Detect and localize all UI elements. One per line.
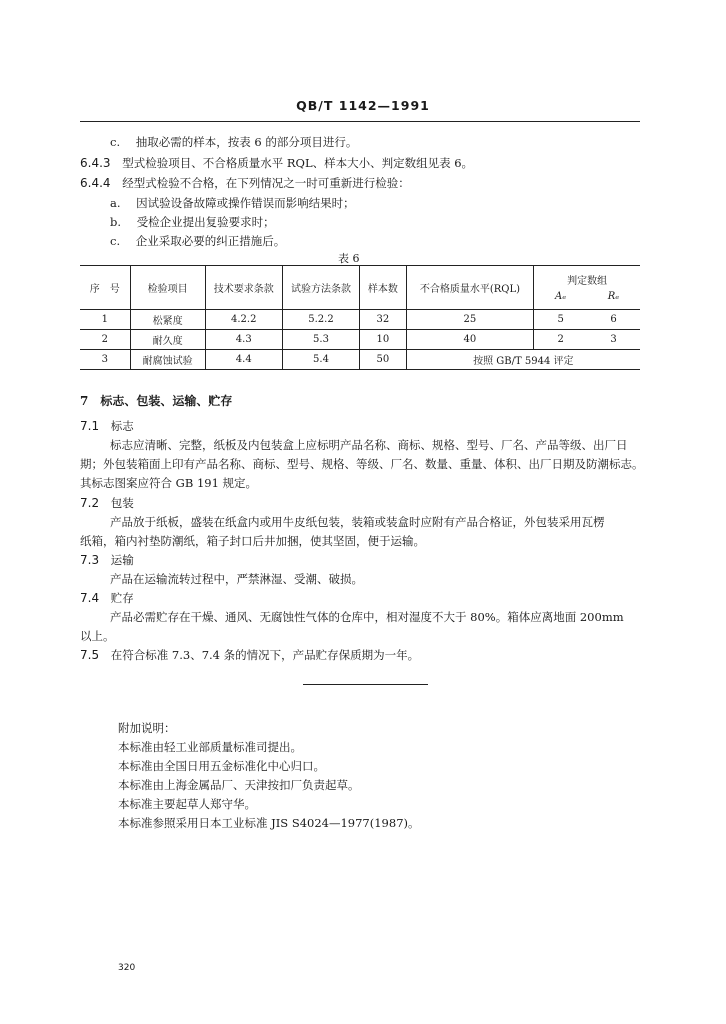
body-line: [80, 155, 473, 171]
subsection-heading: [80, 590, 134, 606]
body-line: [80, 175, 410, 191]
header-judge-label: 判定数组: [567, 276, 608, 287]
paragraph-line: 产品在运输流转过程中，严禁淋湿、受潮、破损。: [110, 572, 363, 586]
cell-sample: 50: [360, 350, 407, 370]
header-rql: 不合格质量水平(RQL): [406, 265, 534, 310]
header-seq: 序 号: [80, 265, 130, 310]
end-rule: [303, 684, 428, 685]
cell-judge: [534, 310, 640, 330]
cell-seq: 2: [80, 330, 130, 350]
cell-seq: 1: [80, 310, 130, 330]
page-number: 320: [118, 963, 136, 973]
header-re: Rₑ: [607, 291, 620, 302]
subsection-title: 包装: [110, 496, 134, 510]
cell-seq: 3: [80, 350, 130, 370]
paragraph-line: 标志应清晰、完整，纸板及内包装盒上应标明产品名称、商标、规格、型号、厂名、产品等级、出厂日: [110, 438, 628, 452]
subsection-number: 7.2: [80, 496, 100, 510]
section-title: 7 标志、包装、运输、贮存: [80, 394, 233, 408]
subsection-text: 在符合标准 7.3、7.4 条的情况下，产品贮存保质期为一年。: [110, 648, 420, 662]
subsection-heading: [80, 418, 134, 434]
clause-text: 抽取必需的样本，按表 6 的部分项目进行。: [135, 135, 358, 149]
cell-method: 5.2.2: [282, 310, 359, 330]
table-caption: 表 6: [338, 252, 360, 265]
clause-number: 6.4.3: [80, 156, 111, 170]
note-line: 本标准参照采用日本工业标准 JIS S4024—1977(1987)。: [118, 816, 420, 830]
notes-title: 附加说明：: [118, 721, 176, 735]
cell-rql: 25: [406, 310, 534, 330]
table-row: [80, 350, 640, 370]
subsection-heading: [80, 552, 134, 568]
cell-item: 耐久度: [130, 330, 205, 350]
paragraph-line: 期；外包装箱面上印有产品名称、商标、型号、规格、等级、厂名、数量、重量、体积、出厂日期及防潮标志。: [80, 457, 644, 471]
header-ac: Aₑ: [555, 291, 567, 302]
header-item: 检验项目: [130, 265, 205, 310]
cell-method: 5.3: [282, 330, 359, 350]
note-line: 本标准主要起草人郑守华。: [118, 797, 256, 811]
note-line: 本标准由轻工业部质量标准司提出。: [118, 740, 302, 754]
header-sample: 样本数: [360, 265, 407, 310]
table-header-row: [80, 265, 640, 310]
subsection-title: 运输: [110, 553, 134, 567]
subsection-number: 7.4: [80, 591, 100, 605]
cell-judge: [534, 330, 640, 350]
note-line: 本标准由上海金属品厂、天津按扣厂负责起草。: [118, 778, 360, 792]
cell-sample: 10: [360, 330, 407, 350]
clause-number: c.: [110, 234, 121, 248]
clause-text: 型式检验项目、不合格质量水平 RQL、样本大小、判定数组见表 6。: [122, 156, 474, 170]
body-line: [110, 233, 285, 249]
subsection-title: 标志: [110, 419, 134, 433]
cell-rql: 40: [406, 330, 534, 350]
subsection-number: 7.3: [80, 553, 100, 567]
clause-text: 受检企业提出复验要求时；: [136, 215, 275, 229]
cell-ac: 2: [557, 334, 564, 345]
clause-text: 因试验设备故障或操作错误而影响结果时；: [136, 196, 355, 210]
cell-re: 6: [610, 314, 617, 325]
clause-text: 企业采取必要的纠正措施后。: [135, 234, 286, 248]
paragraph-line: 产品放于纸板，盛装在纸盒内或用牛皮纸包装，装箱或装盒时应附有产品合格证，外包装采用瓦楞: [110, 515, 605, 529]
clause-text: 经型式检验不合格，在下列情况之一时可重新进行检验：: [122, 176, 410, 190]
subsection-heading: [80, 495, 134, 511]
clause-number: 6.4.4: [80, 176, 111, 190]
header-req: 技术要求条款: [205, 265, 282, 310]
paragraph-line: 纸箱，箱内衬垫防潮纸，箱子封口后井加捆，使其坚固，便于运输。: [80, 534, 425, 548]
cell-req: 4.4: [205, 350, 282, 370]
body-line: [110, 134, 357, 150]
clause-number: b.: [110, 215, 122, 229]
cell-req: 4.3: [205, 330, 282, 350]
table-row: [80, 330, 640, 350]
subsection-heading: [80, 647, 419, 663]
cell-ac: 5: [557, 314, 564, 325]
body-line: [110, 195, 355, 211]
header-rule: [80, 121, 640, 122]
paragraph-line: 以上。: [80, 629, 115, 643]
header-judge: [534, 265, 640, 310]
body-line: [110, 214, 275, 230]
cell-method: 5.4: [282, 350, 359, 370]
cell-item: 耐腐蚀试验: [130, 350, 205, 370]
cell-rql-note: 按照 GB/T 5944 评定: [406, 350, 640, 370]
cell-req: 4.2.2: [205, 310, 282, 330]
clause-number: c.: [110, 135, 121, 149]
header-method: 试验方法条款: [282, 265, 359, 310]
paragraph-line: 产品必需贮存在干燥、通风、无腐蚀性气体的仓库中，相对湿度不大于 80%。箱体应离地面 200mm: [110, 610, 624, 624]
paragraph-line: 其标志图案应符合 GB 191 规定。: [80, 476, 258, 490]
standard-code-header: QB/T 1142—1991: [296, 98, 430, 113]
cell-re: 3: [610, 334, 617, 345]
subsection-number: 7.1: [80, 419, 100, 433]
table-row: [80, 310, 640, 330]
subsection-title: 贮存: [110, 591, 134, 605]
cell-sample: 32: [360, 310, 407, 330]
note-line: 本标准由全国日用五金标准化中心归口。: [118, 759, 325, 773]
inspection-table: [80, 265, 640, 370]
cell-item: 松紧度: [130, 310, 205, 330]
clause-number: a.: [110, 196, 121, 210]
subsection-number: 7.5: [80, 648, 100, 662]
